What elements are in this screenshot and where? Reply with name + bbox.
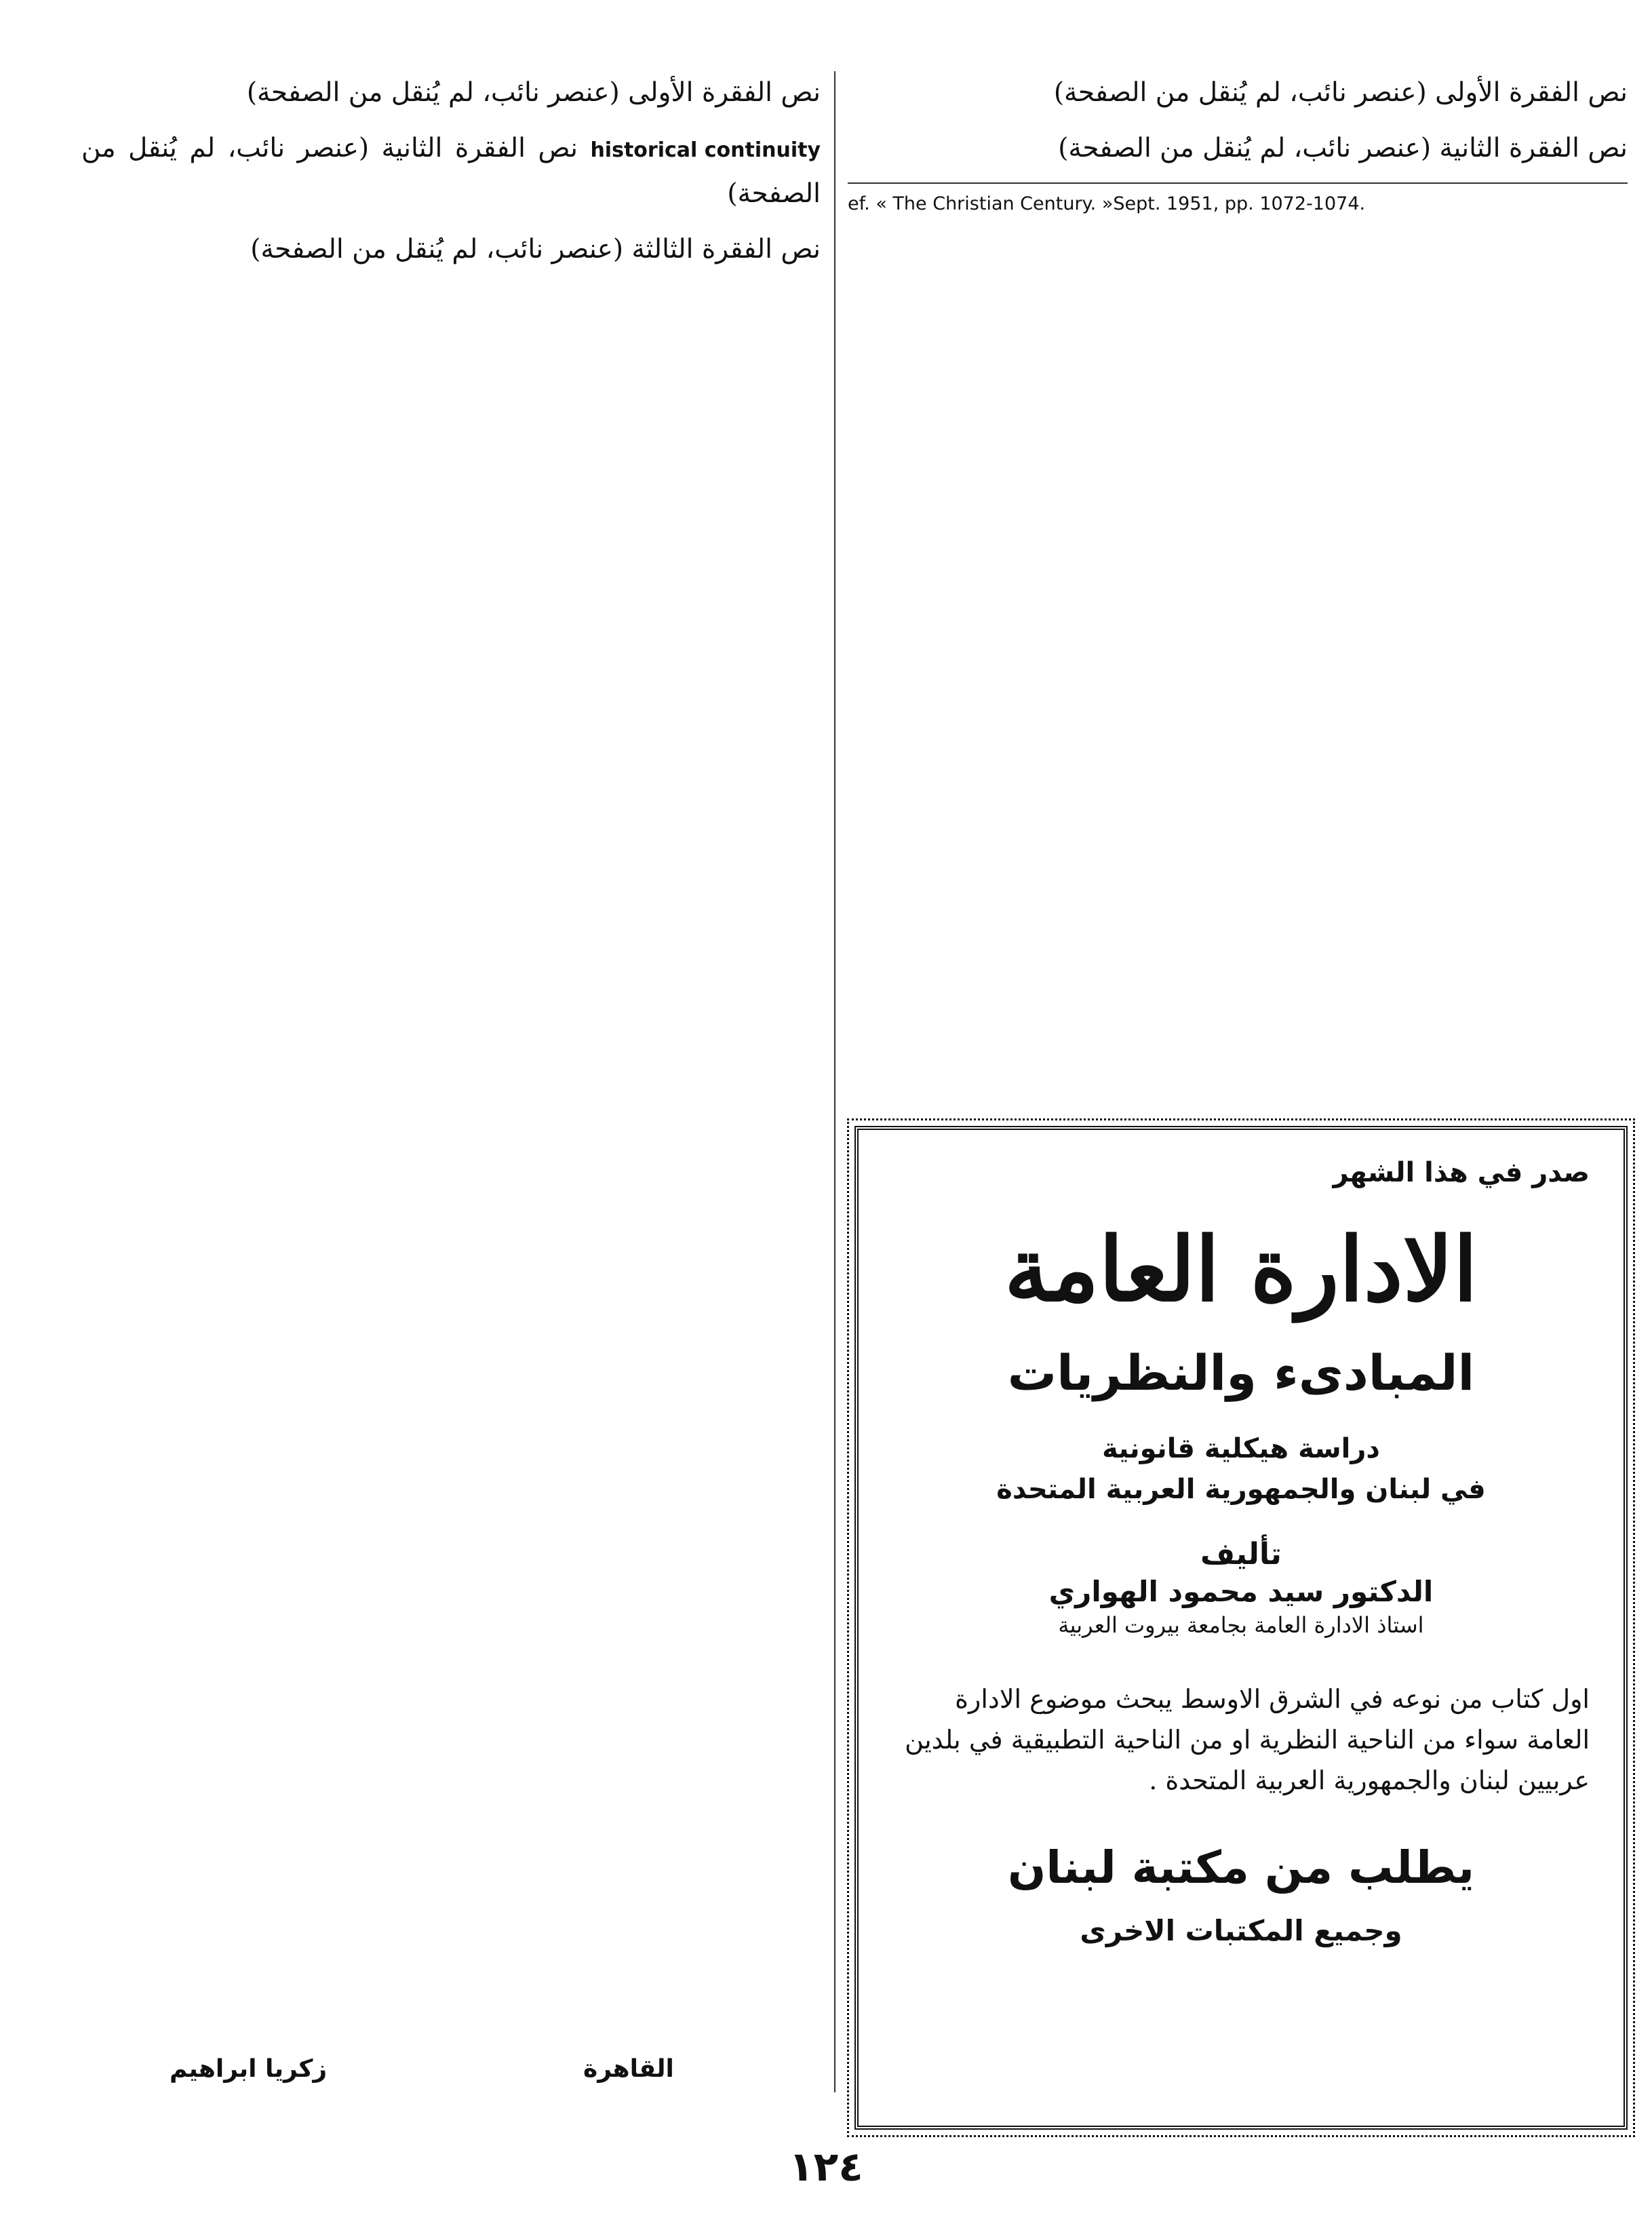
article-place: القاهرة [583,2055,674,2083]
ad-description-line-1: دراسة هيكلية قانونية [1102,1433,1380,1464]
ad-description [892,1428,1590,1510]
right-paragraph-2: نص الفقرة الثانية (عنصر نائب، لم يُنقل من الصفحة) [1058,133,1628,163]
left-paragraph-3: نص الفقرة الثالثة (عنصر نائب، لم يُنقل من الصفحة) [250,234,821,265]
book-advertisement [854,1126,1628,2130]
ad-author: الدكتور سيد محمود الهواري [1048,1575,1434,1608]
footnote: ef. « The Christian Century. »Sept. 1951, pp. 1072-1074. [848,193,1366,214]
ad-order-secondary: وجميع المكتبات الاخرى [1080,1914,1402,1947]
ad-subtitle: المبادىء والنظريات [1007,1344,1475,1401]
column-divider [834,71,835,2092]
ad-kicker: صدر في هذا الشهر [1333,1157,1590,1188]
left-paragraph-1: نص الفقرة الأولى (عنصر نائب، لم يُنقل من الصفحة) [246,77,821,108]
article-author: زكريا ابراهيم [170,2055,328,2083]
ad-description-line-2: في لبنان والجمهورية العربية المتحدة [996,1474,1486,1505]
inline-term: historical continuity [590,138,821,162]
ad-title: الادارة العامة [1004,1217,1478,1321]
right-paragraph-1: نص الفقرة الأولى (عنصر نائب، لم يُنقل من الصفحة) [1053,77,1628,108]
ad-author-label: تأليف [1200,1537,1282,1571]
left-paragraph-2 [81,127,821,216]
left-paragraph-2-text: نص الفقرة الثانية (عنصر نائب، لم يُنقل من الصفحة) [81,133,821,209]
page-number: ١٢٤ [789,2143,863,2191]
left-column [81,71,821,284]
ad-affiliation: استاذ الادارة العامة بجامعة بيروت العربية [1058,1612,1424,1638]
ad-order: يطلب من مكتبة لبنان [1007,1841,1474,1894]
ad-body: اول كتاب من نوعه في الشرق الاوسط يبحث موضوع الادارة العامة سواء من الناحية النظرية او من الناحية التطبيقية في بلدين عربيين لبنان والجمهورية العربية المتحدة . [905,1684,1590,1795]
right-column [848,71,1628,218]
footnote-rule [848,182,1628,184]
